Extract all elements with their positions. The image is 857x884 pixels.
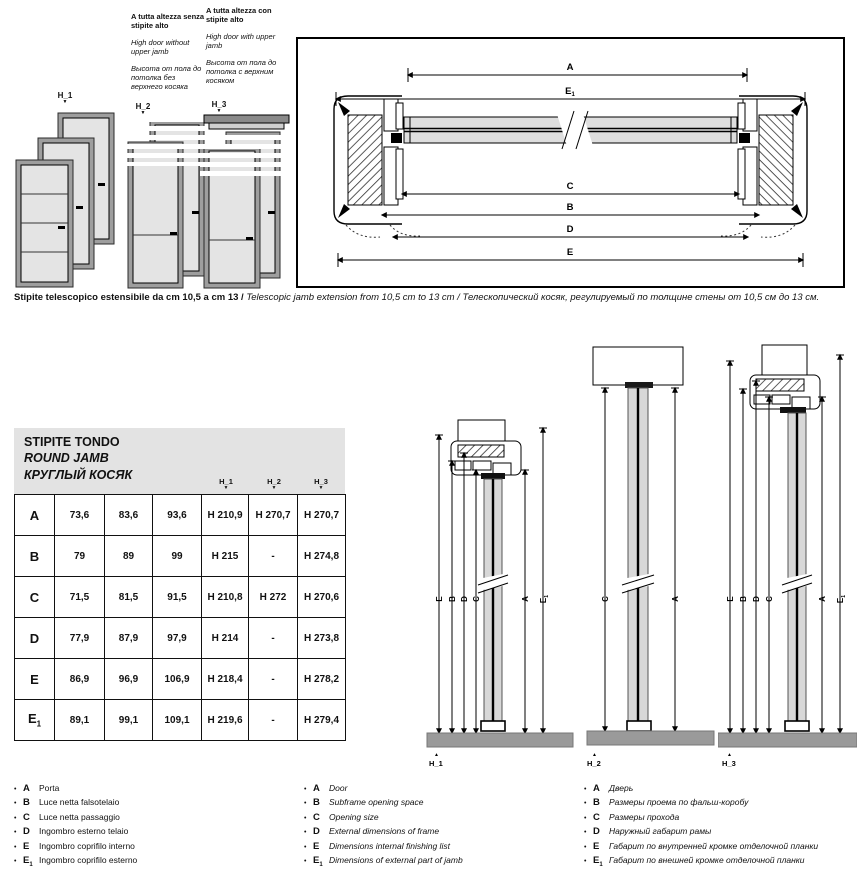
ceiling-block — [762, 345, 807, 375]
value-cell: - — [249, 536, 298, 577]
down-arrow-icon: ▼ — [140, 110, 146, 116]
caption-it: Stipite telescopico estensibile da cm 10,5 a cm 13 — [14, 292, 239, 303]
dim-label-A: A — [566, 62, 574, 73]
value-cell: H 272 — [249, 577, 298, 618]
value-cell: 91,5 — [153, 577, 202, 618]
up-arrow-icon: ▲ — [434, 752, 439, 758]
legend-letter: B — [593, 797, 600, 809]
value-cell: 89 — [105, 536, 153, 577]
caption-en: Telescopic jamb extension from 10,5 cm to 13 cm — [246, 292, 455, 303]
bullet-icon: • — [14, 857, 17, 865]
upper-jamb-bar — [204, 115, 289, 123]
value-cell: H 273,8 — [298, 618, 346, 659]
value-cell: H 219,6 — [202, 700, 249, 741]
value-cell: 81,5 — [105, 577, 153, 618]
dim-label-B: B — [448, 596, 457, 602]
vertical-section-h1 — [425, 333, 575, 773]
up-arrow-icon: ▲ — [592, 752, 597, 758]
legend-ru — [584, 783, 857, 869]
value-cell: 99 — [153, 536, 202, 577]
h3-label: H_3 — [211, 100, 227, 109]
legend-letter: D — [313, 826, 320, 838]
section-drawing — [298, 39, 843, 286]
legend-en — [304, 783, 589, 869]
dimension-lines — [336, 68, 805, 267]
legend-letter: C — [593, 811, 600, 823]
value-cell: 73,6 — [55, 495, 105, 536]
legend-text: External dimensions of frame — [329, 826, 440, 837]
value-cell: 89,1 — [55, 700, 105, 741]
row-header: E — [15, 659, 55, 700]
dimension-table — [14, 494, 346, 741]
legend-item — [14, 826, 299, 840]
legend-text: Размеры прохода — [609, 811, 680, 822]
value-cell: H 279,4 — [298, 700, 346, 741]
down-arrow-icon: ▼ — [318, 485, 324, 491]
dim-label-D: D — [752, 596, 761, 602]
door-h3-group — [200, 115, 292, 288]
bullet-icon: • — [14, 800, 17, 808]
row-header: D — [15, 618, 55, 659]
bullet-icon: • — [304, 786, 307, 793]
legend-text: Наружный габарит рамы — [609, 826, 712, 837]
table-row — [15, 700, 346, 741]
note-without-upper-jamb — [131, 12, 209, 99]
value-cell: H 270,7 — [298, 495, 346, 536]
legend-item — [14, 797, 299, 811]
section-label-h3: H_3 — [722, 759, 736, 768]
table-row — [15, 577, 346, 618]
down-arrow-icon: ▼ — [62, 99, 68, 105]
vertical-section-h2 — [583, 333, 718, 773]
value-cell: - — [249, 618, 298, 659]
bullet-icon: • — [304, 829, 307, 837]
legend-text: Opening size — [329, 811, 379, 822]
legend-text: Dimensions of external part of jamb — [329, 854, 463, 865]
dim-label-C: C — [601, 596, 610, 602]
legend-item — [584, 812, 857, 826]
ceiling-block — [458, 420, 505, 441]
spec-table-body — [15, 495, 346, 741]
legend-text: Дверь — [609, 783, 634, 793]
col-header-h1: H_1 ▼ — [210, 477, 242, 491]
legend-item — [584, 826, 857, 840]
legend-letter: E — [593, 840, 600, 852]
door-h2-group — [124, 116, 208, 288]
spec-table — [14, 428, 345, 741]
value-cell: 109,1 — [153, 700, 202, 741]
legend-item — [304, 826, 589, 840]
legend-text: Luce netta falsotelaio — [39, 797, 120, 808]
table-title-en: ROUND JAMB — [24, 451, 109, 466]
legend-text: Габарит по внешней кромке отделочной планки — [609, 854, 805, 865]
ceiling-block — [593, 347, 683, 385]
note-it: A tutta altezza senza stipite alto — [131, 12, 205, 31]
value-cell: 71,5 — [55, 577, 105, 618]
legend-item — [304, 855, 589, 869]
table-title-ru: КРУГЛЫЙ КОСЯК — [24, 467, 133, 482]
legend-letter: C — [313, 811, 320, 823]
value-cell: H 215 — [202, 536, 249, 577]
value-cell: 96,9 — [105, 659, 153, 700]
horizontal-section-diagram — [296, 37, 845, 288]
dim-label-B: B — [739, 596, 748, 602]
legend-text: Porta — [39, 783, 60, 793]
value-cell: H 214 — [202, 618, 249, 659]
value-cell: H 274,8 — [298, 536, 346, 577]
row-header: C — [15, 577, 55, 618]
dim-label-A: A — [521, 596, 530, 602]
value-cell: 97,9 — [153, 618, 202, 659]
bullet-icon: • — [304, 857, 307, 865]
value-cell: H 278,2 — [298, 659, 346, 700]
legend-text: Subframe opening space — [329, 797, 424, 808]
section-label-h2: H_2 — [587, 759, 601, 768]
legend-item — [14, 783, 299, 797]
value-cell: 83,6 — [105, 495, 153, 536]
telescopic-extension-stripes — [200, 130, 292, 178]
dim-label-C: C — [472, 596, 481, 602]
value-cell: H 218,4 — [202, 659, 249, 700]
door-leaf-vertical — [478, 479, 508, 731]
caption: Stipite telescopico estensibile da cm 10,5 a cm 13 / Telescopic jamb extension from 10,5 cm to 13 cm / Телескопический косяк, регулируемый по толщине стены от 10,5 см до 13 см. — [14, 292, 820, 303]
dim-label-D: D — [566, 224, 574, 235]
note-ru: Высота от пола до потолка с верхним косяком — [206, 57, 277, 86]
door-leaf-vertical — [782, 413, 812, 731]
legend-item — [584, 855, 857, 869]
table-row — [15, 659, 346, 700]
door-h1-group — [16, 113, 114, 287]
legend-letter: E — [313, 840, 320, 852]
value-cell: 93,6 — [153, 495, 202, 536]
telescopic-extension-stripes — [124, 116, 208, 166]
door-leaf-vertical — [622, 382, 654, 731]
table-header — [14, 428, 345, 494]
value-cell: H 210,8 — [202, 577, 249, 618]
bullet-icon: • — [584, 857, 587, 865]
bullet-icon: • — [584, 814, 587, 822]
legend-letter: E — [23, 840, 30, 852]
legend-item — [584, 783, 857, 797]
dim-label-A: A — [671, 596, 680, 602]
dim-label-D: D — [460, 596, 469, 602]
legend-letter: $E_1$ — [313, 854, 323, 868]
legend-item — [14, 841, 299, 855]
bullet-icon: • — [304, 800, 307, 808]
dim-label-E1: $E_1$ — [836, 594, 847, 604]
legend-letter: B — [313, 797, 320, 809]
legend-item — [304, 812, 589, 826]
legend-item — [584, 797, 857, 811]
dim-label-A: A — [818, 596, 827, 602]
upper-jamb-detail — [451, 441, 521, 479]
dim-label-E: E — [435, 596, 444, 602]
col-header-h3: H_3 ▼ — [305, 477, 337, 491]
legend-letter: D — [593, 826, 600, 838]
legend-letter: D — [23, 826, 30, 838]
vertical-section-h3 — [718, 333, 857, 773]
legend-text: Ingombro esterno telaio — [39, 826, 129, 837]
value-cell: 87,9 — [105, 618, 153, 659]
bullet-icon: • — [584, 829, 587, 837]
legend-item — [14, 855, 299, 869]
value-cell: H 270,7 — [249, 495, 298, 536]
value-cell: - — [249, 659, 298, 700]
note-with-upper-jamb — [206, 6, 284, 93]
table-row — [15, 536, 346, 577]
floor-bar — [587, 731, 714, 745]
row-header: $E_1$ — [15, 700, 55, 741]
dim-label-E1: $E_1$ — [539, 594, 550, 604]
bullet-icon: • — [14, 829, 17, 837]
door-leaf-section — [404, 111, 737, 149]
value-cell: 79 — [55, 536, 105, 577]
dim-label-E1: $E_1$ — [565, 86, 575, 98]
value-cell: 86,9 — [55, 659, 105, 700]
caption-ru: Телескопический косяк, регулируемый по толщине стены от 10,5 см до 13 см. — [462, 292, 820, 303]
bullet-icon: • — [584, 843, 587, 851]
legend-text: Luce netta passaggio — [39, 811, 120, 822]
bullet-icon: • — [304, 814, 307, 822]
bullet-icon: • — [14, 843, 17, 851]
down-arrow-icon: ▼ — [271, 485, 277, 491]
legend-text: Ingombro coprifilo esterno — [39, 854, 138, 865]
h1-label: H_1 — [57, 91, 73, 100]
legend-item — [304, 797, 589, 811]
row-header: B — [15, 536, 55, 577]
value-cell: 106,9 — [153, 659, 202, 700]
col-header-h2: H_2 ▼ — [258, 477, 290, 491]
legend-letter: A — [593, 783, 600, 794]
legend-item — [584, 841, 857, 855]
legend-item — [304, 841, 589, 855]
table-title-it: STIPITE TONDO — [24, 435, 120, 449]
value-cell: 99,1 — [105, 700, 153, 741]
note-en: High door without upper jamb — [131, 37, 190, 57]
bullet-icon: • — [14, 814, 17, 822]
legend-letter: A — [313, 783, 320, 794]
legend-item — [14, 812, 299, 826]
bullet-icon: • — [584, 786, 587, 793]
value-cell: - — [249, 700, 298, 741]
legend-letter: B — [23, 797, 30, 809]
legend-letter: $E_1$ — [23, 854, 33, 868]
note-en: High door with upper jamb — [206, 31, 276, 51]
upper-jamb-detail — [750, 375, 820, 413]
dim-label-E: E — [726, 596, 735, 602]
section-label-h1: H_1 — [429, 759, 443, 768]
row-header: A — [15, 495, 55, 536]
table-row — [15, 495, 346, 536]
table-row — [15, 618, 346, 659]
legend-text: Door — [329, 783, 348, 793]
dim-label-C: C — [566, 181, 574, 192]
door-types-diagram — [0, 90, 295, 290]
floor-bar — [427, 733, 573, 747]
legend-letter: $E_1$ — [593, 854, 603, 868]
bullet-icon: • — [14, 786, 17, 793]
value-cell: H 210,9 — [202, 495, 249, 536]
down-arrow-icon: ▼ — [216, 108, 222, 114]
dim-label-C: C — [765, 596, 774, 602]
dim-label-E: E — [566, 247, 574, 258]
h2-label: H_2 — [135, 102, 151, 111]
bullet-icon: • — [304, 843, 307, 851]
dim-label-B: B — [566, 202, 574, 213]
legend-letter: C — [23, 811, 30, 823]
floor-bar — [718, 733, 857, 747]
legend-item — [304, 783, 589, 797]
value-cell: H 270,6 — [298, 577, 346, 618]
legend-text: Размеры проема по фальш-коробу — [609, 797, 749, 808]
legend-it — [14, 783, 299, 869]
note-ru: Высота от пола до потолка без верхнего косяка — [131, 63, 202, 92]
up-arrow-icon: ▲ — [727, 752, 732, 758]
bullet-icon: • — [584, 800, 587, 808]
value-cell: 77,9 — [55, 618, 105, 659]
legend-text: Dimensions internal finishing list — [329, 840, 450, 851]
legend-text: Габарит по внутренней кромке отделочной планки — [609, 840, 819, 851]
legend-text: Ingombro coprifilo interno — [39, 840, 135, 851]
note-it: A tutta altezza con stipite alto — [206, 6, 272, 25]
wall-hatch — [348, 115, 382, 205]
legend-letter: A — [23, 783, 30, 794]
down-arrow-icon: ▼ — [223, 485, 229, 491]
